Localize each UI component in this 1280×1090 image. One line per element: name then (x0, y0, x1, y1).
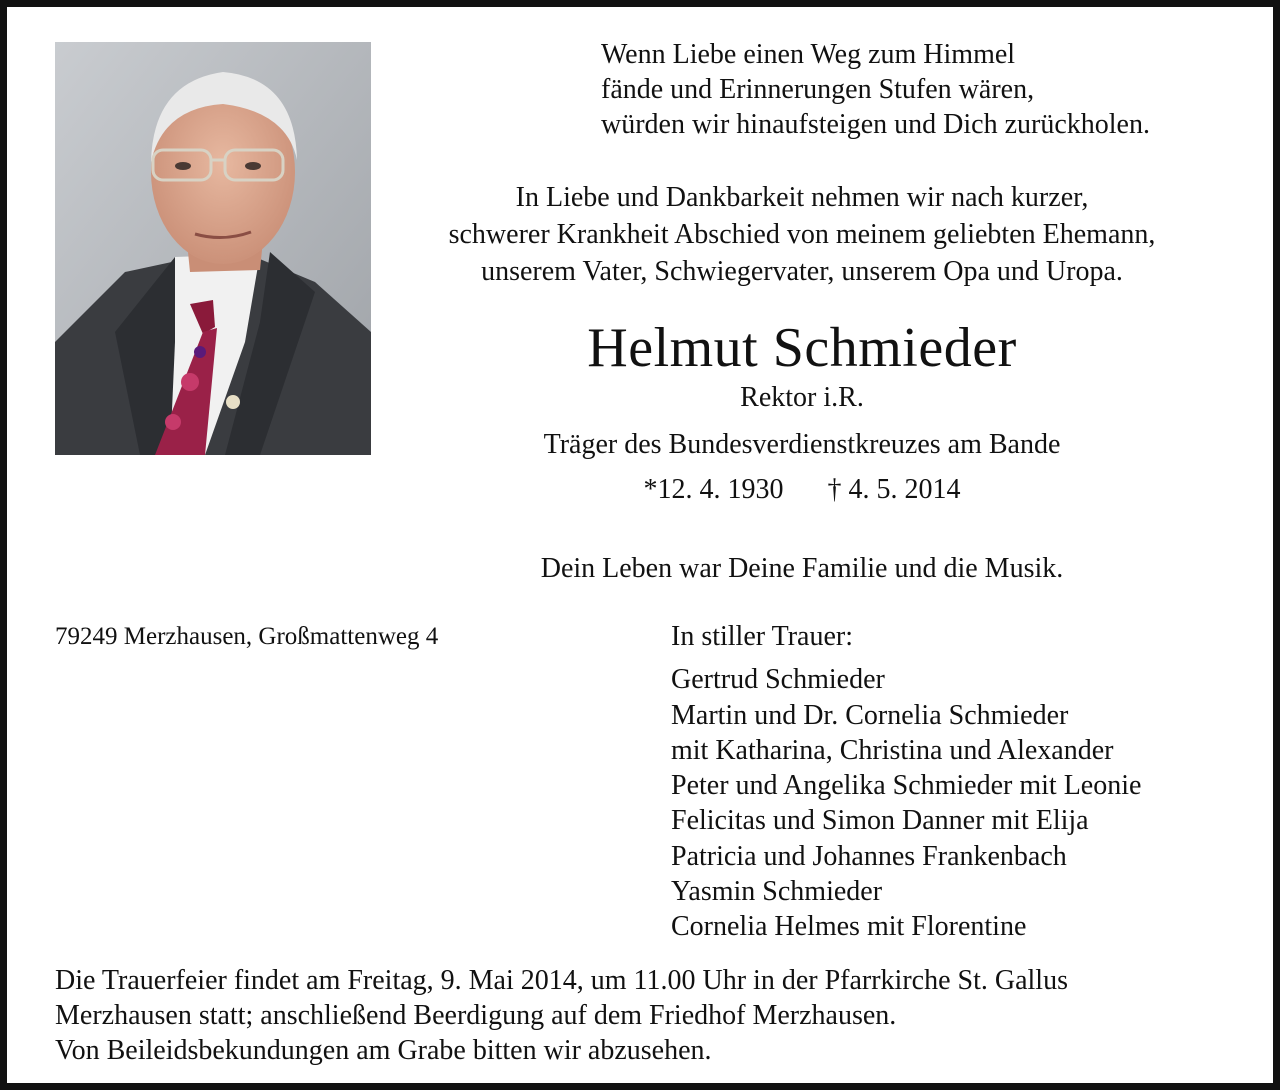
announcement-text (347, 179, 1257, 290)
funeral-details-line: Von Beileidsbekundungen am Grabe bitten wir abzusehen. (55, 1035, 712, 1066)
mourner-name: Peter und Angelika Schmieder mit Leonie (671, 770, 1142, 802)
memorial-motto: Dein Leben war Deine Familie und die Musik. (540, 553, 1064, 584)
announcement-line: In Liebe und Dankbarkeit nehmen wir nach kurzer, (515, 182, 1089, 213)
mourners-list (671, 619, 1141, 945)
deceased-honor: Träger des Bundesverdienstkreuzes am Bande (543, 429, 1061, 460)
birth-date: *12. 4. 1930 (643, 474, 784, 505)
mourners-heading: In stiller Trauer: (671, 621, 853, 652)
portrait-illustration (55, 42, 371, 455)
deceased-title: Rektor i.R. (740, 382, 864, 413)
mourner-name: Felicitas und Simon Danner mit Elija (671, 805, 1089, 837)
mourner-name: Cornelia Helmes mit Florentine (671, 911, 1027, 943)
funeral-details-line: Merzhausen statt; anschließend Beerdigung auf dem Friedhof Merzhausen. (55, 1000, 897, 1031)
mourner-name: Martin und Dr. Cornelia Schmieder (671, 699, 1069, 731)
poem-line: würden wir hinaufsteigen und Dich zurückholen. (601, 109, 1150, 140)
poem-line: Wenn Liebe einen Weg zum Himmel (601, 39, 1016, 70)
deceased-name: Helmut Schmieder (587, 317, 1017, 379)
death-date: † 4. 5. 2014 (827, 474, 961, 505)
announcement-line: schwerer Krankheit Abschied von meinem geliebten Ehemann, (448, 219, 1156, 250)
life-dates (347, 472, 1257, 508)
mourner-name: mit Katharina, Christina und Alexander (671, 734, 1114, 766)
family-address: 79249 Merzhausen, Großmattenweg 4 (55, 623, 439, 650)
announcement-line: unserem Vater, Schwiegervater, unserem Opa und Uropa. (481, 256, 1123, 287)
funeral-details (55, 963, 1068, 1068)
mourner-name: Gertrud Schmieder (671, 664, 885, 696)
portrait-photo (55, 42, 371, 455)
mourner-name: Yasmin Schmieder (671, 876, 883, 908)
poem (601, 37, 1150, 142)
poem-line: fände und Erinnerungen Stufen wären, (601, 74, 1035, 105)
mourner-name: Patricia und Johannes Frankenbach (671, 840, 1067, 872)
funeral-details-line: Die Trauerfeier findet am Freitag, 9. Mai 2014, um 11.00 Uhr in der Pfarrkirche St. Gallus (55, 965, 1068, 996)
